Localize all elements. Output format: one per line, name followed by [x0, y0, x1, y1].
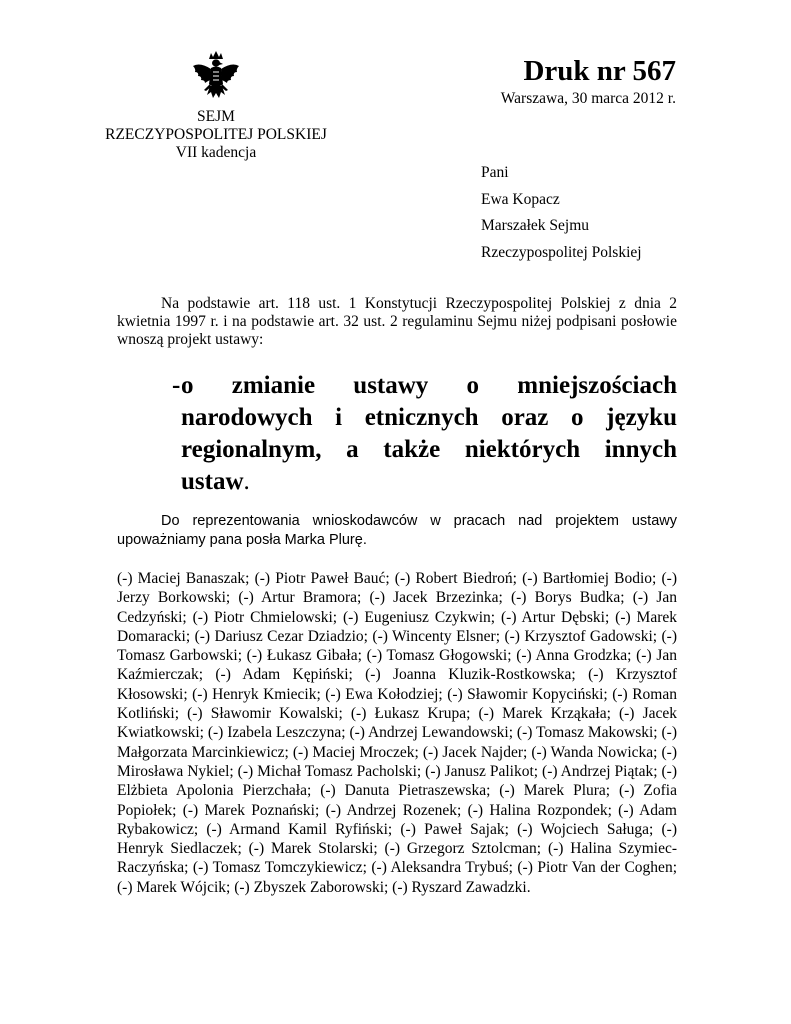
institution-line-republic: RZECZYPOSPOLITEJ POLSKIEJ [105, 126, 327, 143]
bill-title-block [181, 370, 677, 498]
addressee-block [481, 164, 642, 271]
bill-title [172, 370, 677, 498]
addressee-line: Marszałek Sejmu [481, 217, 590, 235]
print-number: Druk nr 567 [523, 55, 676, 87]
institution-line-term: VII kadencja [175, 144, 257, 161]
signatories-list: (-) Maciej Banaszak; (-) Piotr Paweł Bauć; (-) Robert Biedroń; (-) Bartłomiej Bodio; (-) Jerzy Borkowski; (-) Artur Bramora; (-) Jacek Brzezinka; (-) Borys Budka; (-) Jan Cedzyński; (-) Piotr Chmielowski; (-) Eugeniusz Czykwin; (-) Artur Dębski; (-) Marek Domaracki; (-) Dariusz Cezar Dziadzio; (-) Wincenty Elsner; (-) Krzysztof Gadowski; (-) Tomasz Garbowski; (-) Łukasz Gibała; (-) Tomasz Głogowski; (-) Anna Grodzka; (-) Jan Kaźmierczak; (-) Adam Kępiński; (-) Joanna Kluzik-Rostkowska; (-) Krzysztof Kłosowski; (-) Henryk Kmiecik; (-) Ewa Kołodziej; (-) Sławomir Kopyciński; (-) Roman Kotliński; (-) Sławomir Kowalski; (-) Łukasz Krupa; (-) Marek Krząkała; (-) Jacek Kwiatkowski; (-) Izabela Leszczyna; (-) Andrzej Lewandowski; (-) Tomasz Makowski; (-) Małgorzata Marcinkiewicz; (-) Maciej Mroczek; (-) Jacek Najder; (-) Wanda Nowicka; (-) Mirosława Nykiel; (-) Michał Tomasz Pacholski; (-) Janusz Palikot; (-) Andrzej Piątak; (-) Elżbieta Apolonia Pierzchała; (-) Danuta Pietraszewska; (-) Marek Plura; (-) Zofia Popiołek; (-) Marek Poznański; (-) Andrzej Rozenek; (-) Halina Rozpondek; (-) Adam Rybakowicz; (-) Armand Kamil Ryfiński; (-) Paweł Sajak; (-) Wojciech Saługa; (-) Henryk Siedlaczek; (-) Marek Stolarski; (-) Grzegorz Sztolcman; (-) Halina Szymiec-Raczyńska; (-) Tomasz Tomczykiewicz; (-) Aleksandra Trybuś; (-) Piotr Van der Coghen; (-) Marek Wójcik; (-) Zbyszek Zaborowski; (-) Ryszard Zawadzki. [117, 570, 677, 896]
representation-paragraph [117, 512, 677, 550]
addressee-line: Pani [481, 164, 509, 181]
bill-title-period: . [243, 468, 250, 495]
representation-text: Do reprezentowania wnioskodawców w pracach nad projektem ustawy upoważniamy pana posła Marka Plurę. [117, 513, 677, 548]
institution-block [86, 108, 346, 162]
bill-title-dash: - [172, 372, 181, 399]
addressee-line: Rzeczypospolitej Polskiej [481, 244, 642, 262]
polish-eagle-emblem-icon [190, 50, 242, 106]
intro-text: Na podstawie art. 118 ust. 1 Konstytucji Rzeczypospolitej Polskiej z dnia 2 kwietnia 1997 r. i na podstawie art. 32 ust. 2 regulaminu Sejmu niżej podpisani posłowie wnoszą projekt ustawy: [117, 295, 677, 348]
addressee-line: Ewa Kopacz [481, 190, 560, 208]
institution-line-sejm: SEJM [197, 108, 235, 125]
bill-title-text: o zmianie ustawy o mniejszościach narodowych i etnicznych oraz o języku regionalnym, a także niektórych innych ustaw [181, 372, 677, 495]
place-date: Warszawa, 30 marca 2012 r. [500, 90, 676, 107]
intro-paragraph [117, 295, 677, 349]
